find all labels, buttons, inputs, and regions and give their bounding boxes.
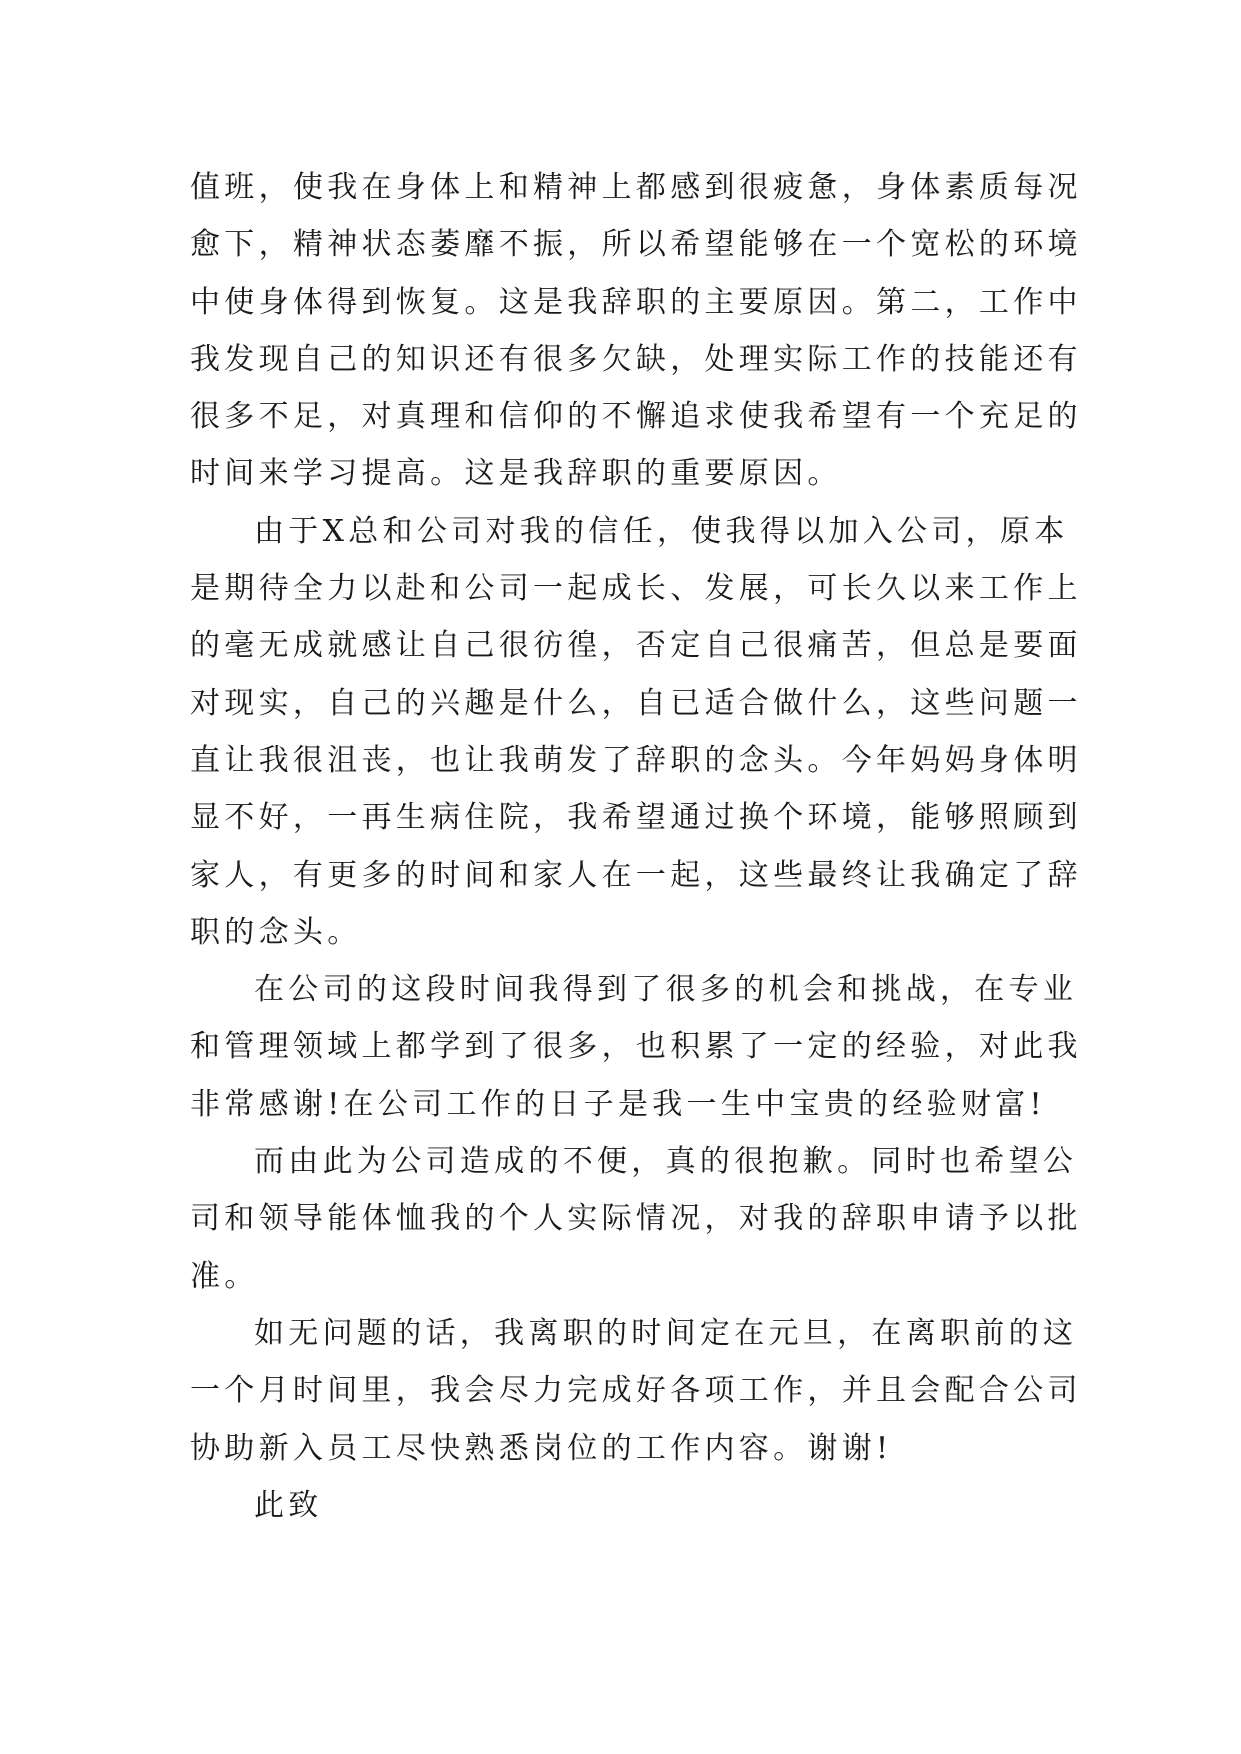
text-line: 家人，有更多的时间和家人在一起，这些最终让我确定了辞 bbox=[190, 857, 1082, 893]
text-line: 直让我很沮丧，也让我萌发了辞职的念头。今年妈妈身体明 bbox=[190, 742, 1082, 778]
text-line: 司和领导能体恤我的个人实际情况，对我的辞职申请予以批 bbox=[190, 1201, 1082, 1237]
text-line: 对现实，自己的兴趣是什么，自已适合做什么，这些问题一 bbox=[190, 685, 1082, 721]
text-line: 在公司的这段时间我得到了很多的机会和挑战，在专业 bbox=[254, 972, 1078, 1008]
text-line: 非常感谢!在公司工作的日子是我一生中宝贵的经验财富! bbox=[190, 1086, 1046, 1122]
paragraph bbox=[190, 159, 1080, 503]
text-line: 和管理领域上都学到了很多，也积累了一定的经验，对此我 bbox=[190, 1029, 1082, 1065]
text-line: 愈下，精神状态萎靡不振，所以希望能够在一个宽松的环境 bbox=[190, 227, 1082, 263]
text-line: 一个月时间里，我会尽力完成好各项工作，并且会配合公司 bbox=[190, 1373, 1082, 1409]
text-line: 准。 bbox=[190, 1258, 259, 1294]
text-line: 如无问题的话，我离职的时间定在元旦，在离职前的这 bbox=[254, 1315, 1078, 1351]
text-line: 由于X总和公司对我的信任，使我得以加入公司，原本 bbox=[254, 513, 1069, 549]
text-line: 职的念头。 bbox=[190, 914, 362, 950]
text-line: 时间来学习提高。这是我辞职的重要原因。 bbox=[190, 456, 842, 492]
paragraph bbox=[190, 503, 1080, 961]
text-line: 显不好，一再生病住院，我希望通过换个环境，能够照顾到 bbox=[190, 800, 1082, 836]
paragraph bbox=[190, 961, 1080, 1133]
paragraph bbox=[190, 1305, 1080, 1477]
text-line: 我发现自己的知识还有很多欠缺，处理实际工作的技能还有 bbox=[190, 341, 1082, 377]
letter-body bbox=[190, 159, 1080, 1534]
closing-salutation: 此致 bbox=[254, 1487, 323, 1523]
text-line: 的毫无成就感让自己很彷徨，否定自己很痛苦，但总是要面 bbox=[190, 628, 1082, 664]
text-line: 中使身体得到恢复。这是我辞职的主要原因。第二，工作中 bbox=[190, 284, 1082, 320]
text-line: 值班，使我在身体上和精神上都感到很疲惫，身体素质每况 bbox=[190, 170, 1082, 205]
paragraph bbox=[190, 1133, 1080, 1305]
paragraph-closing bbox=[190, 1477, 1080, 1534]
text-line: 协助新入员工尽快熟悉岗位的工作内容。谢谢! bbox=[190, 1430, 893, 1466]
text-line: 很多不足，对真理和信仰的不懈追求使我希望有一个充足的 bbox=[190, 399, 1082, 435]
text-line: 而由此为公司造成的不便，真的很抱歉。同时也希望公 bbox=[254, 1144, 1078, 1180]
text-line: 是期待全力以赴和公司一起成长、发展，可长久以来工作上 bbox=[190, 571, 1082, 607]
